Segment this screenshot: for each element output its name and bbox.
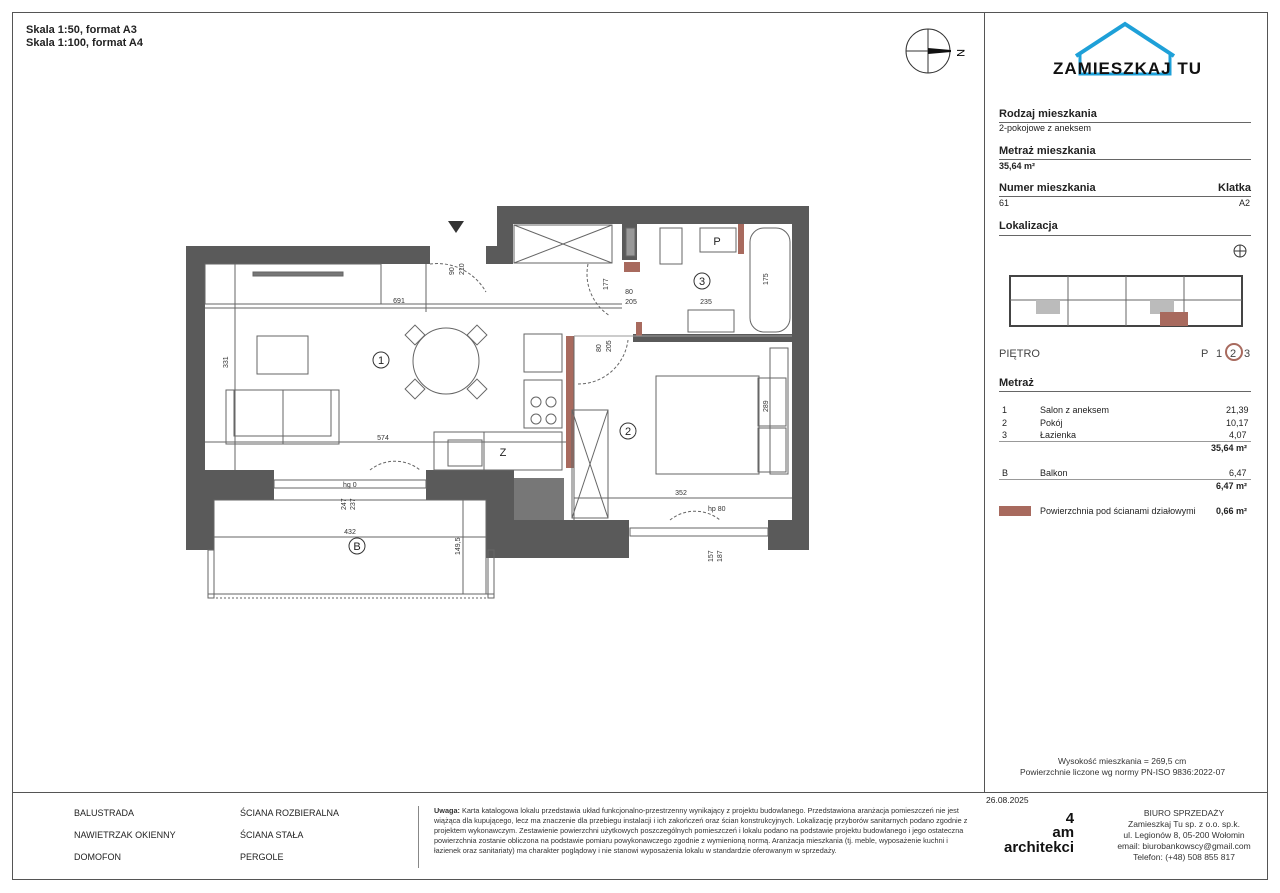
floor-3: 3 [1244,348,1251,360]
firm-line2: am [1052,824,1075,841]
dim-210: 210 [459,263,466,275]
note-label: Uwaga: [434,806,460,815]
dim-237: 237 [350,498,357,510]
firm-logo [1004,812,1074,856]
stair-value: A2 [1239,198,1251,208]
legend-nawietrzak: NAWIETRZAK OKIENNY [74,830,176,840]
compass-icon [906,29,966,73]
room-2-name: Pokój [1040,418,1063,428]
legend-stala: ŚCIANA STAŁA [240,830,304,840]
balcony-total: 6,47 m² [1216,481,1248,491]
entrance-marker-icon [448,221,464,233]
label-p: P [713,236,721,248]
area-value: 35,64 m² [999,161,1036,171]
dim-331: 331 [223,356,230,368]
legend-domofon: DOMOFON [74,852,121,862]
rule [999,479,1251,480]
sales-office [1116,808,1252,863]
height-info: Wysokość mieszkania = 269,5 cm [1058,756,1187,766]
partition-label: Powierzchnia pod ścianami działowymi [1040,506,1196,516]
room-number-3: 3 [698,276,706,288]
location-map [1000,240,1252,340]
dim-432: 432 [344,529,356,536]
scale-a3: Skala 1:50, format A3 [26,24,137,36]
type-value: 2-pokojowe z aneksem [999,123,1092,133]
rule [999,235,1251,236]
number-value: 61 [999,198,1010,208]
dim-177: 177 [603,278,610,290]
firm-line3: architekci [1004,839,1075,856]
dim-289: 289 [763,400,770,412]
dim-247: 247 [341,498,348,510]
rule [999,159,1251,160]
dim-574: 574 [377,435,389,442]
office-phone[interactable]: Telefon: (+48) 508 855 817 [1133,852,1235,862]
metraz-title: Metraż [999,377,1034,389]
footer-separator [418,806,419,868]
dim-187: 187 [717,550,724,562]
rule [999,441,1251,442]
dim-205b: 205 [606,340,613,352]
dim-90: 90 [449,267,456,275]
legend-balustrada: BALUSTRADA [74,808,135,818]
room-3-area: 4,07 [1229,430,1247,440]
firm-line1: 4 [1065,810,1075,827]
room-number-2: 2 [624,426,632,438]
type-label: Rodzaj mieszkania [999,108,1097,120]
note-text: Karta katalogowa lokalu przedstawia układ funkcjonalno-przestrzenny wynikający z projektu budowlanego. Przedstawiona aranżacja pomieszczeń nie jest wiążąca dla kupującego, lecz ma znaczenie dla przebiegu instalacji i ich zakończeń oraz ścian konstrukcyjnych. Lokalizację przyborów sanitarnych podano zgodnie z projektem wykonawczym. Zestawienie powierzchni użytkowych poszczególnych pomieszczeń i lokalu podano na podstawie projektu budowlanego i jego ostateczna powierzchnia zostanie obliczona na podstawie pomiaru powykonawczego zgodnie z wymienioną normą. Aranżacja mieszkania (tj. meble, wyposażenie kuchni i łazienek oraz sanitariaty) ma charakter poglądowy i nie stanowi wyposażenia lokalu w standardzie oferowanym w sprzedaży. [434,806,968,855]
room-number-1: 1 [377,355,385,367]
rooms-total: 35,64 m² [1211,443,1248,453]
office-title: BIURO SPRZEDAŻY [1143,808,1225,818]
dim-691: 691 [393,298,405,305]
partition-swatch [999,506,1031,516]
dim-205a: 205 [625,299,637,306]
room-2-area: 10,17 [1226,418,1249,428]
balcony-no: B [1002,468,1009,478]
room-number-b: B [353,541,361,553]
partition-value: 0,66 m² [1216,506,1248,516]
office-email[interactable]: email: biurobankowscy@gmail.com [1117,841,1251,851]
norm-info: Powierzchnie liczone wg normy PN-ISO 9836:2022-07 [1020,767,1226,777]
label-z: Z [499,447,507,459]
room-1-no: 1 [1002,405,1008,415]
dim-235: 235 [700,299,712,306]
dim-157: 157 [708,550,715,562]
date: 26.08.2025 [986,795,1029,805]
scale-a4: Skala 1:100, format A4 [26,37,143,49]
brand-name: ZAMIESZKAJ TU [1053,59,1202,78]
floor-p: P [1201,348,1209,360]
compass-label: N [954,49,966,57]
removable-walls [566,224,744,468]
panel-divider [984,12,985,792]
balcony-name: Balkon [1040,468,1068,478]
room-3-no: 3 [1002,430,1008,440]
dim-hg0: hg 0 [343,482,357,489]
disclaimer [434,806,974,856]
room-1-area: 21,39 [1226,405,1249,415]
legend-rozbieralna: ŚCIANA ROZBIERALNA [240,808,340,818]
number-label: Numer mieszkania [999,182,1096,194]
rule [999,391,1251,392]
room-2-no: 2 [1002,418,1008,428]
footer-divider [12,792,1268,793]
installation-shaft [514,478,564,520]
balcony-area: 6,47 [1229,468,1247,478]
dim-80b: 80 [596,344,603,352]
dim-80a: 80 [625,289,633,296]
room-1-name: Salon z aneksem [1040,405,1110,415]
office-line1: Zamieszkaj Tu sp. z o.o. sp.k. [1128,819,1240,829]
dim-149: 149,5 [455,537,462,555]
room-3-name: Łazienka [1040,430,1077,440]
location-label: Lokalizacja [999,220,1058,232]
dim-hp80: hp 80 [708,506,726,513]
area-label: Metraż mieszkania [999,145,1096,157]
dim-175: 175 [763,273,770,285]
legend-pergole: PERGOLE [240,852,284,862]
dim-352: 352 [675,490,687,497]
office-line2: ul. Legionów 8, 05-200 Wołomin [1123,830,1245,840]
floor-1: 1 [1216,348,1223,360]
floor-2: 2 [1230,348,1237,360]
stair-label: Klatka [1218,182,1252,194]
rule [999,196,1251,197]
floor-label: PIĘTRO [999,348,1040,360]
